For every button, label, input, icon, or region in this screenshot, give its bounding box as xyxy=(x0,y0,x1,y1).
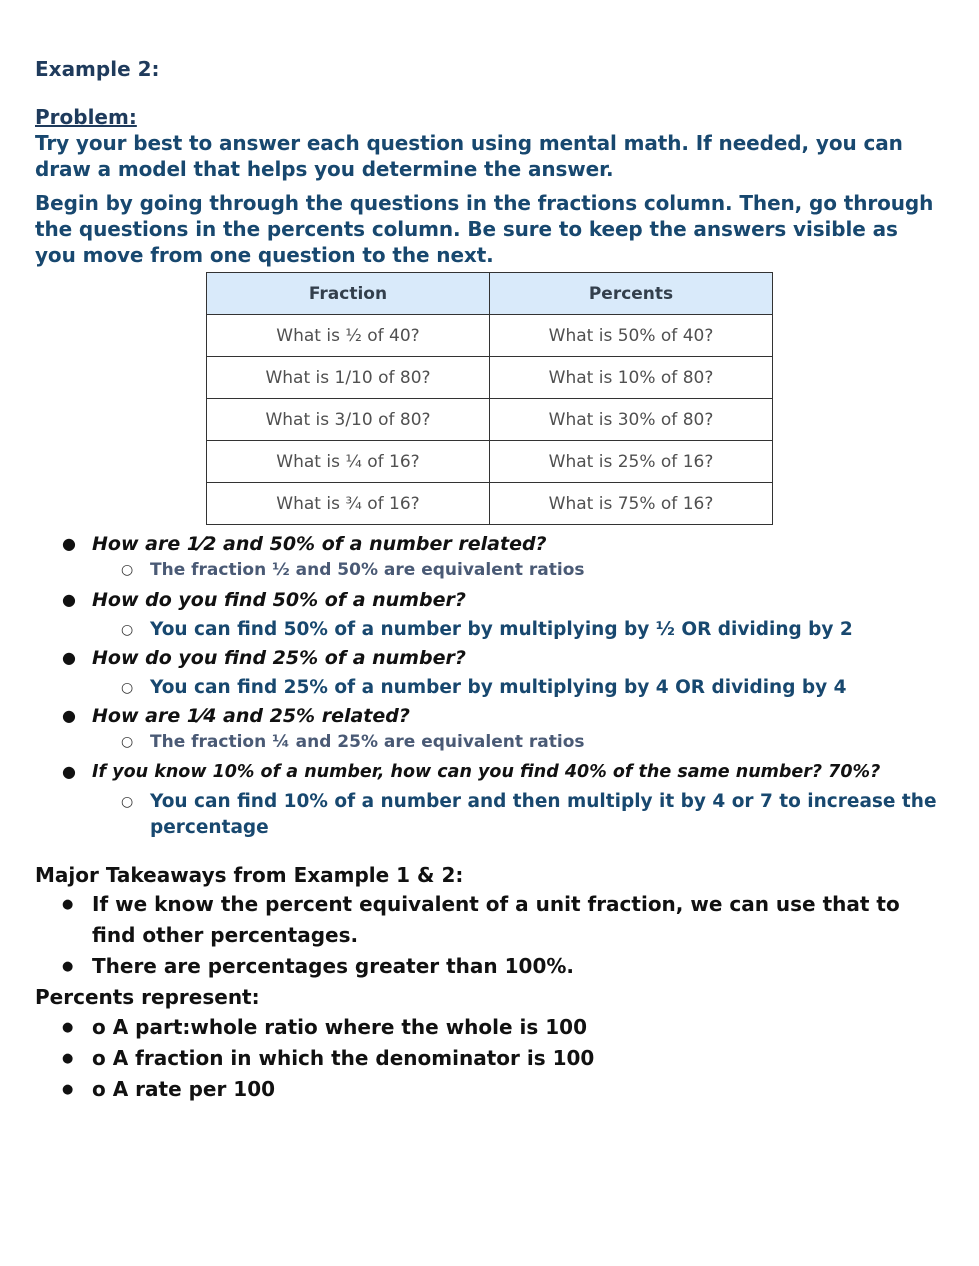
problem-instructions: Try your best to answer each question using mental math. If needed, you can draw a model that helps you determine the answer. xyxy=(35,131,903,181)
fraction-cell: What is 1/10 of 80? xyxy=(207,357,490,399)
table-row xyxy=(207,357,773,399)
header-fraction: Fraction xyxy=(207,273,490,315)
table-header-row xyxy=(207,273,773,315)
question-text: How do you find 50% of a number? xyxy=(92,589,466,611)
bullet-icon: ● xyxy=(62,1051,74,1066)
percents-title: Percents represent: xyxy=(35,985,260,1009)
list-item xyxy=(35,1074,940,1105)
list-item xyxy=(35,889,940,951)
question-text: How are 1⁄2 and 50% of a number related? xyxy=(92,533,547,555)
question xyxy=(35,645,940,671)
percent-cell: What is 50% of 40? xyxy=(490,315,773,357)
circle-bullet-icon: ○ xyxy=(121,680,134,696)
fraction-cell: What is 3/10 of 80? xyxy=(207,399,490,441)
answer-text: You can find 50% of a number by multiplying by ½ OR dividing by 2 xyxy=(150,619,853,640)
question-text: If you know 10% of a number, how can you find 40% of the same number? 70%? xyxy=(92,762,881,782)
bullet-icon: ● xyxy=(62,1082,74,1097)
answer xyxy=(35,789,940,841)
answer xyxy=(35,729,940,755)
problem-label: Problem: xyxy=(35,105,137,129)
answer xyxy=(35,557,940,583)
bullet-icon: ● xyxy=(62,590,76,609)
percent-cell: What is 30% of 80? xyxy=(490,399,773,441)
circle-bullet-icon: ○ xyxy=(121,622,134,638)
list-item xyxy=(35,759,940,841)
circle-bullet-icon: ○ xyxy=(121,794,134,810)
table-row xyxy=(207,483,773,525)
bullet-icon: ● xyxy=(62,897,74,912)
fraction-percent-table xyxy=(206,272,773,525)
discussion-questions xyxy=(35,531,940,841)
fraction-cell: What is ¾ of 16? xyxy=(207,483,490,525)
answer-text: You can find 10% of a number and then multiply it by 4 or 7 to increase the percentage xyxy=(150,791,937,838)
question xyxy=(35,587,940,613)
header-percents: Percents xyxy=(490,273,773,315)
circle-bullet-icon: ○ xyxy=(121,562,134,578)
bullet-icon: ● xyxy=(62,959,74,974)
question xyxy=(35,531,940,557)
table-row xyxy=(207,441,773,483)
takeaways-list xyxy=(35,889,940,982)
bullet-icon: ● xyxy=(62,534,76,553)
problem-directions: Begin by going through the questions in the fractions column. Then, go through the questions in the percents column. Be sure to keep the answers visible as you move from one question to the next. xyxy=(35,191,934,267)
percents-list xyxy=(35,1012,940,1105)
bullet-icon: ● xyxy=(62,762,76,781)
table-row xyxy=(207,315,773,357)
question-text: How are 1⁄4 and 25% related? xyxy=(92,705,410,727)
question xyxy=(35,703,940,729)
document-page xyxy=(35,56,940,1105)
example-title: Example 2: xyxy=(35,57,160,81)
bullet-icon: ● xyxy=(62,706,76,725)
list-item xyxy=(35,531,940,583)
percent-cell: What is 25% of 16? xyxy=(490,441,773,483)
answer xyxy=(35,675,940,701)
takeaways-title: Major Takeaways from Example 1 & 2: xyxy=(35,863,464,887)
bullet-icon: ● xyxy=(62,1020,74,1035)
fraction-cell: What is ½ of 40? xyxy=(207,315,490,357)
percent-definition-text: o A rate per 100 xyxy=(92,1077,276,1101)
list-item xyxy=(35,951,940,982)
list-item xyxy=(35,1012,940,1043)
circle-bullet-icon: ○ xyxy=(121,734,134,750)
percent-cell: What is 75% of 16? xyxy=(490,483,773,525)
list-item xyxy=(35,703,940,755)
list-item xyxy=(35,645,940,701)
takeaway-text: If we know the percent equivalent of a unit fraction, we can use that to find other percentages. xyxy=(92,892,900,947)
takeaway-text: There are percentages greater than 100%. xyxy=(92,954,575,978)
percent-definition-text: o A fraction in which the denominator is 100 xyxy=(92,1046,595,1070)
percent-definition-text: o A part:whole ratio where the whole is 100 xyxy=(92,1015,587,1039)
table-row xyxy=(207,399,773,441)
percent-cell: What is 10% of 80? xyxy=(490,357,773,399)
fraction-cell: What is ¼ of 16? xyxy=(207,441,490,483)
list-item xyxy=(35,1043,940,1074)
bullet-icon: ● xyxy=(62,648,76,667)
answer xyxy=(35,617,940,643)
list-item xyxy=(35,587,940,643)
answer-text: You can find 25% of a number by multiplying by 4 OR dividing by 4 xyxy=(150,677,847,698)
answer-text: The fraction ¼ and 25% are equivalent ratios xyxy=(150,732,585,752)
answer-text: The fraction ½ and 50% are equivalent ratios xyxy=(150,560,585,580)
question-text: How do you find 25% of a number? xyxy=(92,647,466,669)
question xyxy=(35,759,940,785)
